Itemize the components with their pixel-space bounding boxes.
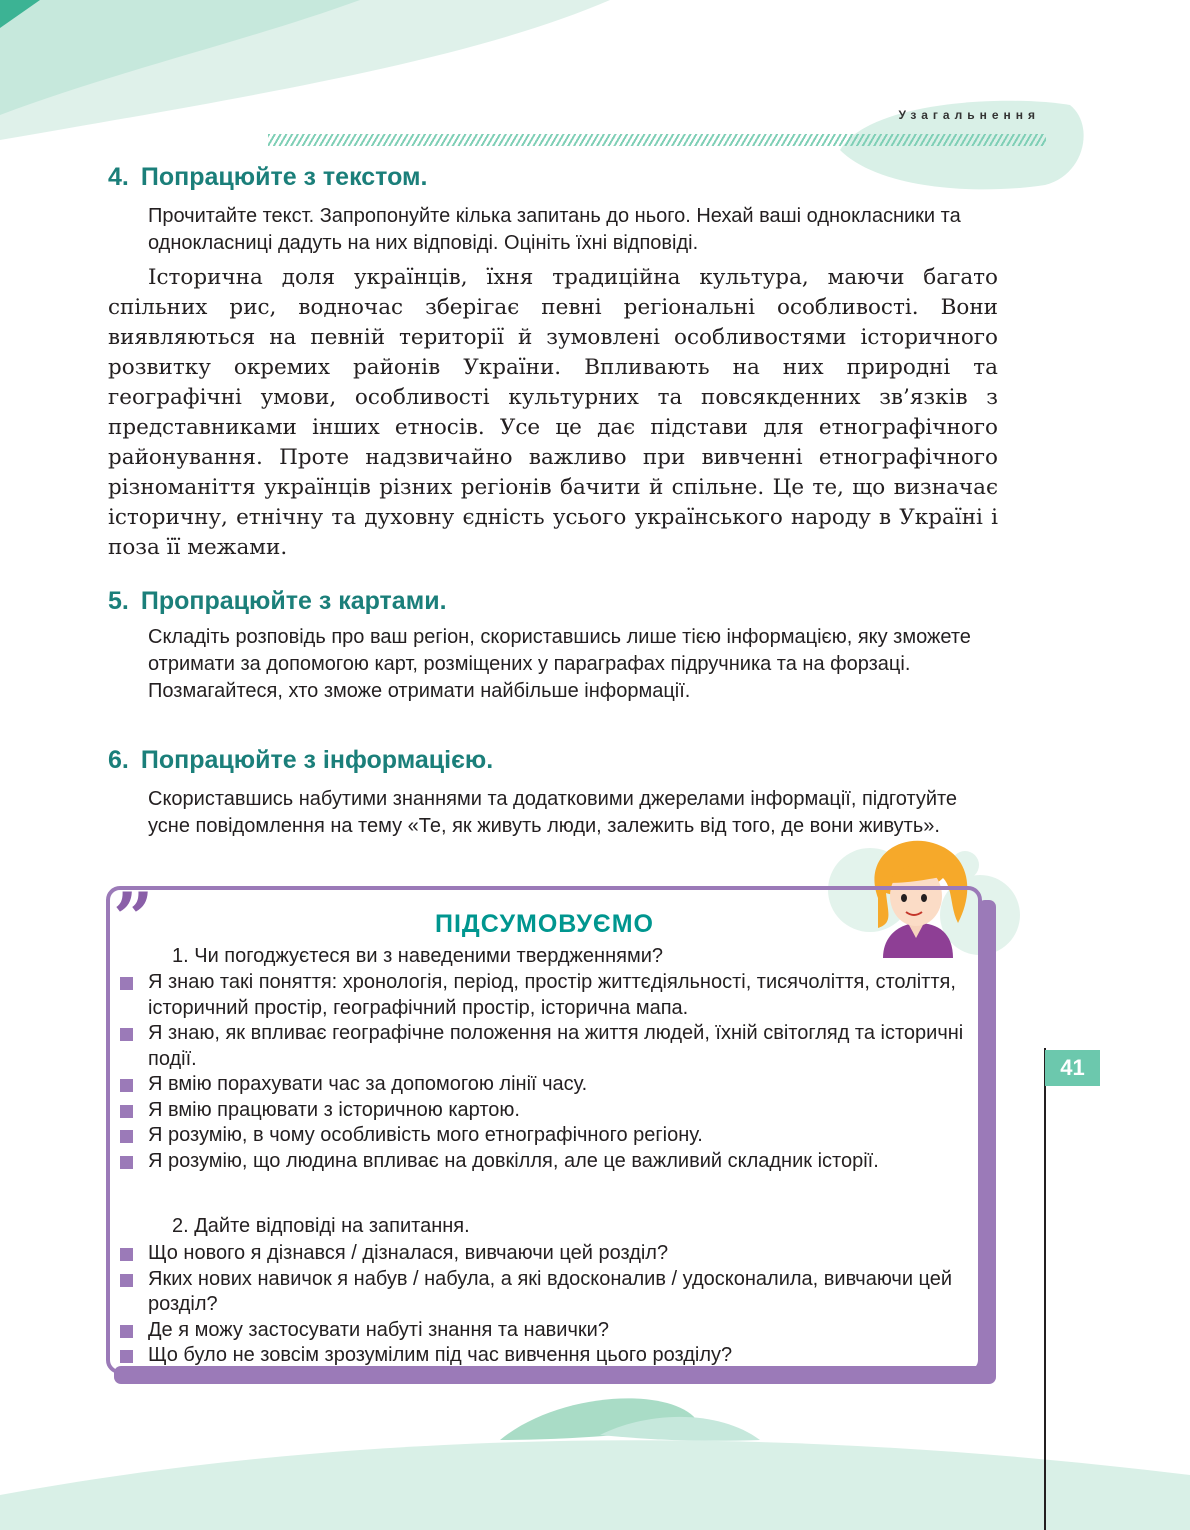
task-4-instruction: Прочитайте текст. Запропонуйте кілька запитань до нього. Нехай ваші однокласники та однокласниці дадуть на них відповіді. Оцініть їхні відповіді. xyxy=(148,205,961,254)
page-number: 41 xyxy=(1045,1050,1100,1086)
square-bullet-icon xyxy=(120,1130,133,1143)
square-bullet-icon xyxy=(120,1156,133,1169)
square-bullet-icon xyxy=(120,1274,133,1287)
quote-mark-icon: ” xyxy=(113,877,154,960)
bottom-wave-decoration xyxy=(0,1380,1190,1530)
list-item: Я знаю, як впливає географічне положення на життя людей, їхній світогляд та історичні події. xyxy=(120,1021,970,1072)
list-item: Де я можу застосувати набуті знання та навички? xyxy=(120,1318,970,1344)
task-title: Попрацюйте з текстом. xyxy=(140,163,428,191)
summary-question-1: 1. Чи погоджуєтеся ви з наведеними твердженнями? xyxy=(172,945,664,967)
square-bullet-icon xyxy=(120,1079,133,1092)
list-item: Я вмію порахувати час за допомогою лінії часу. xyxy=(120,1072,970,1098)
task-6-instruction: Скориставшись набутими знаннями та додатковими джерелами інформації, підготуйте усне повідомлення на тему «Те, як живуть люди, залежить від того, де вони живуть». xyxy=(148,788,958,837)
list-item: Я розумію, в чому особливість мого етнографічного регіону. xyxy=(120,1123,970,1149)
square-bullet-icon xyxy=(120,1105,133,1118)
square-bullet-icon xyxy=(120,1248,133,1261)
page-edge-line xyxy=(1044,1048,1046,1530)
list-item: Я вмію працювати з історичною картою. xyxy=(120,1098,970,1124)
task-6-heading xyxy=(108,746,493,775)
task-title: Попрацюйте з інформацією. xyxy=(140,746,494,774)
summary-title: ПІДСУМОВУЄМО xyxy=(435,910,654,938)
square-bullet-icon xyxy=(120,1350,133,1363)
list-item: Я розумію, що людина впливає на довкілля, але це важливий складник історії. xyxy=(120,1149,970,1175)
task-number: 6. xyxy=(108,746,129,774)
list-item: Що було не зовсім зрозумілим під час вивчення цього розділу? xyxy=(120,1343,970,1369)
task-title: Пропрацюйте з картами. xyxy=(140,587,447,615)
square-bullet-icon xyxy=(120,1325,133,1338)
list-item: Яких нових навичок я набув / набула, а які вдосконалив / удосконалила, вивчаючи цей розділ? xyxy=(120,1267,970,1318)
list-item: Я знаю такі поняття: хронологія, період, простір життєдіяльності, тисячоліття, століття, історичний простір, географічний простір, історична мапа. xyxy=(120,970,970,1021)
task-5-heading xyxy=(108,587,447,616)
task-5-instruction: Складіть розповідь про ваш регіон, скориставшись лише тією інформацією, яку зможете отримати за допомогою карт, розміщених у параграфах підручника та на форзаці. Позмагайтеся, хто зможе отримати найбільше інформації. xyxy=(148,626,971,702)
top-left-decoration xyxy=(0,0,620,150)
summary-question-2: 2. Дайте відповіді на запитання. xyxy=(172,1215,470,1237)
task-number: 5. xyxy=(108,587,129,615)
task-4-heading xyxy=(108,163,427,192)
list-item: Що нового я дізнався / дізналася, вивчаючи цей розділ? xyxy=(120,1241,970,1267)
task-number: 4. xyxy=(108,163,129,191)
reading-text: Історична доля українців, їхня традиційна культура, маючи багато спільних рис, водночас зберігає певні регіональні особливості. Вони виявляються на певній території й зумовлені особливостями історичного розвитку окремих районів України. Впливають на них природні та географічні умови, особливості культурних та повсякденних зв’язків з представниками інших етносів. Усе це дає підстави для етнографічного районування. Проте надзвичайно важливо при вивченні етнографічного різноманіття українців різних регіонів бачити й спільне. Це те, що визначає історичну, етнічну та духовну єдність усього українського народу в Україні і поза її межами. xyxy=(108,265,998,560)
header-hatch-line xyxy=(268,134,1046,146)
running-header: Узагальнення xyxy=(898,108,1040,122)
questions-list xyxy=(120,1241,970,1369)
summary-box-border xyxy=(106,877,998,1056)
